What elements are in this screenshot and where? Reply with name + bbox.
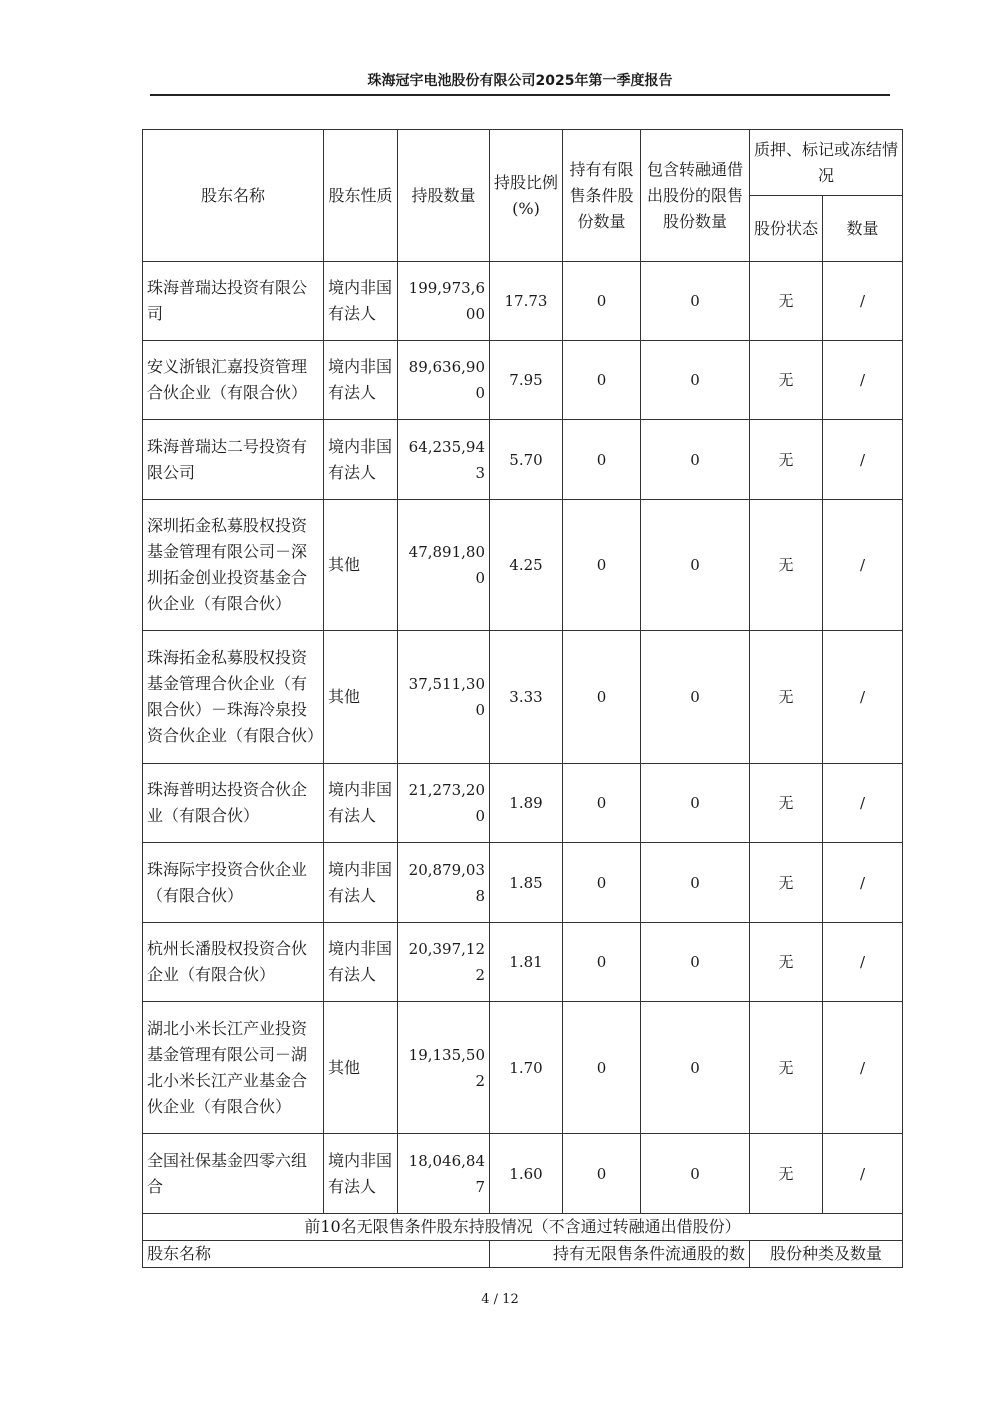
shareholder-nature: 境内非国有法人 bbox=[324, 764, 398, 843]
holding-ratio: 7.95 bbox=[490, 341, 563, 420]
lending-restricted-shares: 0 bbox=[641, 631, 750, 764]
shareholder-name: 全国社保基金四零六组合 bbox=[143, 1134, 324, 1214]
shares-held: 37,511,300 bbox=[398, 631, 490, 764]
restricted-shares: 0 bbox=[563, 262, 641, 341]
holding-ratio: 1.60 bbox=[490, 1134, 563, 1214]
lending-restricted-shares: 0 bbox=[641, 1134, 750, 1214]
pledge-quantity: / bbox=[823, 764, 903, 843]
page-header bbox=[150, 72, 890, 96]
bottom-header-share-type-quantity: 股份种类及数量 bbox=[750, 1241, 903, 1268]
header-pledge-status-group: 质押、标记或冻结情况 bbox=[750, 130, 903, 196]
restricted-shares: 0 bbox=[563, 843, 641, 923]
pledge-quantity: / bbox=[823, 420, 903, 500]
header-shareholder-name: 股东名称 bbox=[143, 130, 324, 262]
pledge-quantity: / bbox=[823, 341, 903, 420]
table-row bbox=[143, 1134, 903, 1214]
header-lending-restricted-shares: 包含转融通借出股份的限售股份数量 bbox=[641, 130, 750, 262]
holding-ratio: 1.81 bbox=[490, 923, 563, 1002]
header-restricted-shares: 持有有限售条件股份数量 bbox=[563, 130, 641, 262]
restricted-shares: 0 bbox=[563, 500, 641, 631]
shareholder-name: 珠海普瑞达二号投资有限公司 bbox=[143, 420, 324, 500]
table-row bbox=[143, 764, 903, 843]
pledge-quantity: / bbox=[823, 1002, 903, 1134]
top-shareholders-table bbox=[142, 129, 903, 1268]
pledge-status: 无 bbox=[750, 1002, 823, 1134]
table-row bbox=[143, 631, 903, 764]
restricted-shares: 0 bbox=[563, 631, 641, 764]
header-holding-ratio: 持股比例(%) bbox=[490, 130, 563, 262]
lending-restricted-shares: 0 bbox=[641, 843, 750, 923]
restricted-shares: 0 bbox=[563, 764, 641, 843]
header-shareholder-nature: 股东性质 bbox=[324, 130, 398, 262]
holding-ratio: 1.89 bbox=[490, 764, 563, 843]
restricted-shares: 0 bbox=[563, 923, 641, 1002]
holding-ratio: 5.70 bbox=[490, 420, 563, 500]
shareholder-nature: 境内非国有法人 bbox=[324, 262, 398, 341]
lending-restricted-shares: 0 bbox=[641, 500, 750, 631]
shares-held: 64,235,943 bbox=[398, 420, 490, 500]
shareholder-nature: 境内非国有法人 bbox=[324, 341, 398, 420]
pledge-status: 无 bbox=[750, 843, 823, 923]
shares-held: 20,397,122 bbox=[398, 923, 490, 1002]
shareholder-name: 珠海拓金私募股权投资基金管理合伙企业（有限合伙）－珠海冷泉投资合伙企业（有限合伙） bbox=[143, 631, 324, 764]
table-row bbox=[143, 500, 903, 631]
restricted-shares: 0 bbox=[563, 1002, 641, 1134]
pledge-quantity: / bbox=[823, 1134, 903, 1214]
shares-held: 19,135,502 bbox=[398, 1002, 490, 1134]
pledge-status: 无 bbox=[750, 631, 823, 764]
bottom-header-shareholder-name: 股东名称 bbox=[143, 1241, 490, 1268]
table-row bbox=[143, 420, 903, 500]
pledge-status: 无 bbox=[750, 262, 823, 341]
header-pledge-share-status: 股份状态 bbox=[750, 196, 823, 262]
pledge-quantity: / bbox=[823, 843, 903, 923]
header-shares-held: 持股数量 bbox=[398, 130, 490, 262]
shares-held: 21,273,200 bbox=[398, 764, 490, 843]
lending-restricted-shares: 0 bbox=[641, 341, 750, 420]
shareholder-nature: 其他 bbox=[324, 631, 398, 764]
restricted-shares: 0 bbox=[563, 1134, 641, 1214]
pledge-status: 无 bbox=[750, 764, 823, 843]
shares-held: 199,973,600 bbox=[398, 262, 490, 341]
shareholder-name: 珠海普瑞达投资有限公司 bbox=[143, 262, 324, 341]
pledge-status: 无 bbox=[750, 1134, 823, 1214]
shareholder-nature: 其他 bbox=[324, 500, 398, 631]
holding-ratio: 1.70 bbox=[490, 1002, 563, 1134]
header-pledge-quantity: 数量 bbox=[823, 196, 903, 262]
holding-ratio: 17.73 bbox=[490, 262, 563, 341]
shares-held: 47,891,800 bbox=[398, 500, 490, 631]
holding-ratio: 1.85 bbox=[490, 843, 563, 923]
lending-restricted-shares: 0 bbox=[641, 923, 750, 1002]
shareholder-nature: 境内非国有法人 bbox=[324, 843, 398, 923]
report-title: 珠海冠宇电池股份有限公司2025年第一季度报告 bbox=[367, 73, 673, 89]
restricted-shares: 0 bbox=[563, 341, 641, 420]
shares-held: 20,879,038 bbox=[398, 843, 490, 923]
pledge-status: 无 bbox=[750, 341, 823, 420]
table-row bbox=[143, 1002, 903, 1134]
shares-held: 89,636,900 bbox=[398, 341, 490, 420]
pledge-status: 无 bbox=[750, 923, 823, 1002]
lending-restricted-shares: 0 bbox=[641, 764, 750, 843]
shareholder-nature: 境内非国有法人 bbox=[324, 923, 398, 1002]
pledge-status: 无 bbox=[750, 500, 823, 631]
pledge-quantity: / bbox=[823, 923, 903, 1002]
holding-ratio: 4.25 bbox=[490, 500, 563, 631]
shareholder-name: 珠海普明达投资合伙企业（有限合伙） bbox=[143, 764, 324, 843]
table-row bbox=[143, 262, 903, 341]
page-number: 4 / 12 bbox=[481, 1292, 519, 1307]
pledge-quantity: / bbox=[823, 262, 903, 341]
holding-ratio: 3.33 bbox=[490, 631, 563, 764]
bottom-header-unrestricted-shares: 持有无限售条件流通股的数 bbox=[490, 1241, 750, 1268]
table-row bbox=[143, 341, 903, 420]
pledge-quantity: / bbox=[823, 500, 903, 631]
shareholder-nature: 其他 bbox=[324, 1002, 398, 1134]
pledge-quantity: / bbox=[823, 631, 903, 764]
shareholder-nature: 境内非国有法人 bbox=[324, 420, 398, 500]
table-row bbox=[143, 923, 903, 1002]
shareholder-name: 湖北小米长江产业投资基金管理有限公司－湖北小米长江产业基金合伙企业（有限合伙） bbox=[143, 1002, 324, 1134]
shares-held: 18,046,847 bbox=[398, 1134, 490, 1214]
shareholder-name: 杭州长潘股权投资合伙企业（有限合伙） bbox=[143, 923, 324, 1002]
table-row bbox=[143, 843, 903, 923]
lending-restricted-shares: 0 bbox=[641, 262, 750, 341]
lending-restricted-shares: 0 bbox=[641, 1002, 750, 1134]
lending-restricted-shares: 0 bbox=[641, 420, 750, 500]
unrestricted-section-title: 前10名无限售条件股东持股情况（不含通过转融通出借股份） bbox=[143, 1214, 903, 1241]
shareholder-name: 安义浙银汇嘉投资管理合伙企业（有限合伙） bbox=[143, 341, 324, 420]
shareholder-name: 深圳拓金私募股权投资基金管理有限公司－深圳拓金创业投资基金合伙企业（有限合伙） bbox=[143, 500, 324, 631]
restricted-shares: 0 bbox=[563, 420, 641, 500]
shareholder-nature: 境内非国有法人 bbox=[324, 1134, 398, 1214]
pledge-status: 无 bbox=[750, 420, 823, 500]
shareholder-name: 珠海际宇投资合伙企业（有限合伙） bbox=[143, 843, 324, 923]
